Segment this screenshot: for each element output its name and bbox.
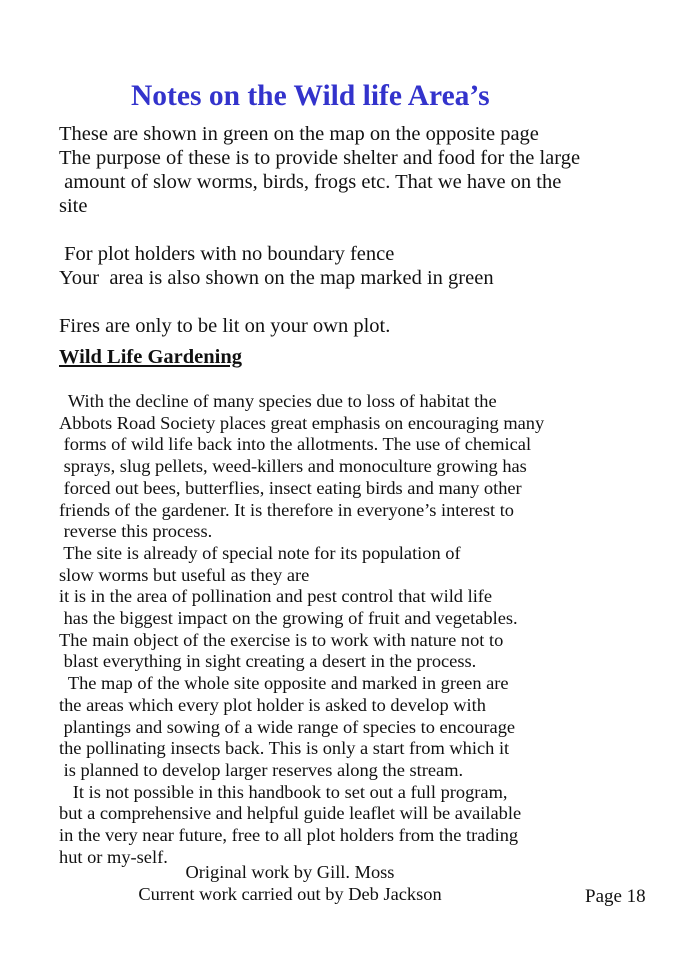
body-line: The map of the whole site opposite and marked in green are [59,673,509,694]
body-line: The site is already of special note for its population of [59,542,461,563]
original-work-credit: Original work by Gill. Moss [185,862,395,882]
body-line: With the decline of many species due to loss of habitat the [59,391,497,411]
paragraph-gap [59,290,674,314]
body-line: it is in the area of pollination and pest control that wild life [59,586,493,607]
intro-line: For plot holders with no boundary fence [59,243,395,265]
body-line: is planned to develop larger reserves along the stream. [59,759,464,780]
body-line: reverse this process. [59,521,213,542]
body-line: friends of the gardener. It is therefore in everyone’s interest to [59,499,514,520]
body-line: the areas which every plot holder is asked to develop with [59,694,486,715]
wildlife-gardening-body [59,391,669,868]
body-line: The main object of the exercise is to work with nature not to [59,629,504,650]
body-line: It is not possible in this handbook to set out a full program, [59,781,508,802]
body-line: forms of wild life back into the allotments. The use of chemical [59,434,532,455]
body-line: hut or my-self. [59,846,168,867]
page-title: Notes on the Wild life Area’s [131,80,490,112]
intro-line: amount of slow worms, birds, frogs etc. That we have on the [59,171,562,193]
body-line: blast everything in sight creating a desert in the process. [59,651,477,672]
body-line: sprays, slug pellets, weed-killers and monoculture growing has [59,456,527,477]
intro-line: Fires are only to be lit on your own plot. [59,315,391,337]
body-line: slow worms but useful as they are [59,564,310,585]
intro-line: The purpose of these is to provide shelter and food for the large [59,147,581,169]
body-line: in the very near future, free to all plot holders from the trading [59,825,519,846]
current-work-credit: Current work carried out by Deb Jackson [138,883,442,904]
credits [80,862,500,905]
body-line: plantings and sowing of a wide range of species to encourage [59,716,516,737]
intro-line: Your area is also shown on the map marked in green [59,267,494,289]
body-line: the pollinating insects back. This is only a start from which it [59,738,510,759]
body-line: has the biggest impact on the growing of fruit and vegetables. [59,608,518,629]
paragraph-gap [59,218,674,242]
page-number: Page 18 [585,886,646,907]
intro-line: These are shown in green on the map on the opposite page [59,123,539,145]
section-heading: Wild Life Gardening [59,346,243,368]
body-line: forced out bees, butterflies, insect eating birds and many other [59,477,522,498]
body-line: but a comprehensive and helpful guide leaflet will be available [59,803,522,824]
intro-block [59,122,674,338]
body-line: Abbots Road Society places great emphasis on encouraging many [59,412,545,433]
intro-line: site [59,195,88,217]
